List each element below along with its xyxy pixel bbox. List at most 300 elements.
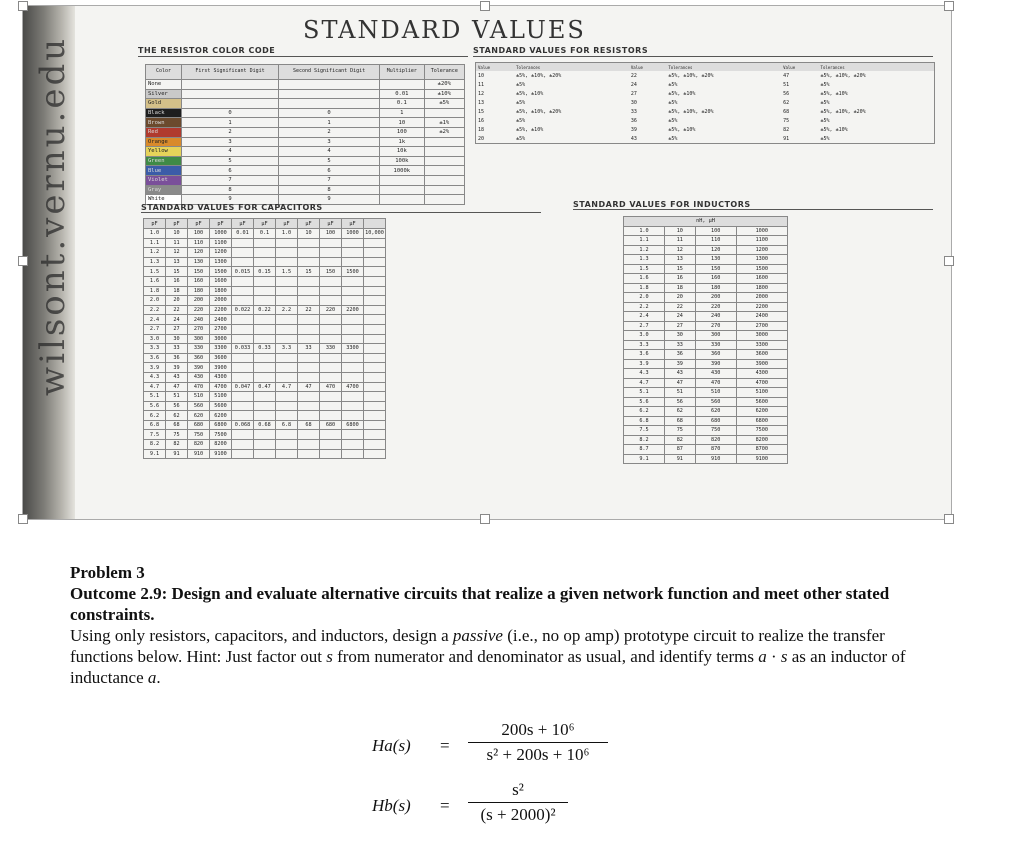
table-row xyxy=(624,321,788,331)
table-cell: 1000 xyxy=(342,229,364,239)
table-row xyxy=(146,185,465,195)
table-row xyxy=(144,315,386,325)
table-row xyxy=(146,99,465,109)
outcome-text: Outcome 2.9: Design and evaluate alternative circuits that realize a given network function and meet other stated constraints. xyxy=(70,584,890,624)
table-cell: 0.33 xyxy=(254,344,276,354)
table-row xyxy=(144,286,386,296)
table-cell: 1200 xyxy=(736,245,787,255)
table-row xyxy=(624,255,788,265)
table-cell: 910 xyxy=(695,454,736,464)
resistor-values-table xyxy=(475,62,935,144)
table-cell: 2.7 xyxy=(624,321,665,331)
table-cell: ±1% xyxy=(424,118,464,128)
table-row xyxy=(146,137,465,147)
table-cell xyxy=(232,238,254,248)
table-cell: 47 xyxy=(298,382,320,392)
table-cell xyxy=(276,248,298,258)
table-cell xyxy=(298,392,320,402)
table-cell: 6200 xyxy=(736,407,787,417)
table-cell xyxy=(424,166,464,176)
table-cell xyxy=(342,276,364,286)
table-cell xyxy=(276,286,298,296)
table-cell xyxy=(342,353,364,363)
table-cell xyxy=(380,195,424,205)
table-cell xyxy=(364,276,386,286)
table-cell: 13 xyxy=(478,99,485,106)
table-cell: 2200 xyxy=(210,305,232,315)
table-cell xyxy=(254,430,276,440)
resize-handle-bottom[interactable] xyxy=(480,514,490,524)
table-cell: 27 xyxy=(665,321,696,331)
resize-handle-right[interactable] xyxy=(944,256,954,266)
table-cell: 27 xyxy=(166,324,188,334)
table-cell: 5.1 xyxy=(144,392,166,402)
table-cell: 11 xyxy=(665,236,696,246)
table-cell: 20 xyxy=(166,296,188,306)
table-cell xyxy=(364,353,386,363)
table-row xyxy=(146,118,465,128)
table-cell: 12 xyxy=(665,245,696,255)
table-cell: 4.7 xyxy=(144,382,166,392)
column-header: μF xyxy=(342,219,364,229)
table-cell: 360 xyxy=(695,350,736,360)
table-cell xyxy=(276,353,298,363)
table-cell: 1000k xyxy=(380,166,424,176)
table-cell: 0.1 xyxy=(380,99,424,109)
table-cell: 470 xyxy=(695,378,736,388)
table-cell: 2 xyxy=(182,127,279,137)
divider xyxy=(573,209,933,210)
table-cell: 360 xyxy=(188,353,210,363)
table-cell: 91 xyxy=(166,449,188,459)
table-row xyxy=(624,407,788,417)
table-cell: 15 xyxy=(478,108,485,115)
table-cell: ±10% xyxy=(424,89,464,99)
table-cell: 5100 xyxy=(736,388,787,398)
table-cell: 3600 xyxy=(210,353,232,363)
table-cell: 47 xyxy=(783,72,790,79)
standard-values-photo xyxy=(22,5,952,520)
column-header: Tolerances xyxy=(666,63,781,72)
table-cell xyxy=(279,99,380,109)
table-cell xyxy=(342,315,364,325)
column-header: μF xyxy=(298,219,320,229)
table-cell xyxy=(254,276,276,286)
table-cell: 10 xyxy=(166,229,188,239)
fraction-bar xyxy=(468,802,568,803)
table-row xyxy=(624,416,788,426)
table-cell: 1.5 xyxy=(624,264,665,274)
table-cell xyxy=(298,353,320,363)
table-row xyxy=(146,89,465,99)
table-cell xyxy=(364,238,386,248)
table-cell: 9.1 xyxy=(624,454,665,464)
table-cell: 150 xyxy=(320,267,342,277)
table-cell xyxy=(232,296,254,306)
table-row xyxy=(144,296,386,306)
table-cell xyxy=(364,344,386,354)
eq-hb-lhs: Hb(s) xyxy=(372,796,411,815)
table-cell: ±5%, ±10% xyxy=(516,90,544,97)
table-cell xyxy=(320,286,342,296)
table-cell: 5600 xyxy=(736,397,787,407)
table-cell: 4.3 xyxy=(624,369,665,379)
table-cell xyxy=(320,449,342,459)
table-cell xyxy=(298,430,320,440)
table-cell: ±2% xyxy=(424,127,464,137)
table-cell xyxy=(364,430,386,440)
resistor-color-code-table xyxy=(145,64,465,205)
table-cell: 8 xyxy=(182,185,279,195)
table-cell: 1.5 xyxy=(276,267,298,277)
eq-hb-equals: = xyxy=(440,796,450,815)
table-cell xyxy=(232,324,254,334)
table-cell: 220 xyxy=(695,302,736,312)
table-cell xyxy=(320,315,342,325)
table-cell: 16 xyxy=(478,117,485,124)
color-name-cell: Gold xyxy=(146,99,182,109)
table-cell xyxy=(276,276,298,286)
table-cell: 36 xyxy=(665,350,696,360)
table-cell xyxy=(276,440,298,450)
table-cell: 0 xyxy=(182,108,279,118)
table-cell: 0.47 xyxy=(254,382,276,392)
column-header: Value xyxy=(781,63,818,72)
capacitor-values-title: STANDARD VALUES FOR CAPACITORS xyxy=(141,203,323,212)
table-cell: 1.8 xyxy=(624,283,665,293)
table-cell: 62 xyxy=(783,99,790,106)
table-cell: 8700 xyxy=(736,445,787,455)
column-header: nH, μH xyxy=(624,217,788,227)
table-cell xyxy=(276,372,298,382)
column-header: pF xyxy=(210,219,232,229)
table-cell xyxy=(254,257,276,267)
eq-hb-fraction xyxy=(468,780,568,825)
table-row xyxy=(144,411,386,421)
table-cell xyxy=(276,257,298,267)
table-row xyxy=(624,397,788,407)
table-cell: 1.3 xyxy=(624,255,665,265)
column-header: Second Significant Digit xyxy=(279,65,380,80)
table-row xyxy=(144,363,386,373)
table-cell: 2.2 xyxy=(624,302,665,312)
table-cell xyxy=(254,372,276,382)
table-cell xyxy=(320,276,342,286)
table-cell: 2.7 xyxy=(144,324,166,334)
table-cell: 0.015 xyxy=(232,267,254,277)
table-cell: 330 xyxy=(695,340,736,350)
column-header: Color xyxy=(146,65,182,80)
table-cell: 3000 xyxy=(210,334,232,344)
table-cell: 51 xyxy=(166,392,188,402)
table-cell xyxy=(424,108,464,118)
table-cell: 160 xyxy=(695,274,736,284)
table-row xyxy=(624,312,788,322)
table-cell xyxy=(298,276,320,286)
table-cell xyxy=(298,401,320,411)
table-cell: 750 xyxy=(695,426,736,436)
table-cell: 30 xyxy=(166,334,188,344)
table-cell: ±5% xyxy=(516,99,526,106)
table-cell xyxy=(320,248,342,258)
table-cell: 1100 xyxy=(210,238,232,248)
column-header: Tolerances xyxy=(514,63,629,72)
table-cell: 620 xyxy=(188,411,210,421)
table-row xyxy=(146,175,465,185)
table-cell: 91 xyxy=(665,454,696,464)
table-cell xyxy=(298,315,320,325)
table-cell: 20 xyxy=(665,293,696,303)
table-cell: ±5%, ±10%, ±20% xyxy=(516,108,562,115)
table-cell: ±5%, ±10%, ±20% xyxy=(516,72,562,79)
table-cell: ±5% xyxy=(668,135,678,142)
table-row xyxy=(624,426,788,436)
table-cell: 2700 xyxy=(736,321,787,331)
table-cell: 68 xyxy=(166,420,188,430)
table-cell: 2400 xyxy=(210,315,232,325)
table-cell: 510 xyxy=(188,392,210,402)
table-cell: 9100 xyxy=(210,449,232,459)
table-cell xyxy=(276,315,298,325)
color-name-cell: Gray xyxy=(146,185,182,195)
resize-handle-bottom-left[interactable] xyxy=(18,514,28,524)
table-cell xyxy=(364,257,386,267)
table-cell: 82 xyxy=(783,126,790,133)
table-cell xyxy=(342,363,364,373)
table-row xyxy=(144,449,386,459)
problem-body: Using only resistors, capacitors, and inductors, design a passive (i.e., no op amp) prototype circuit to realize the transfer functions below. Hint: Just factor out s from numerator and denominator as usual, and identify terms a · s as an inductor of inductance a. xyxy=(70,626,906,687)
table-cell: 220 xyxy=(188,305,210,315)
color-name-cell: Silver xyxy=(146,89,182,99)
table-cell xyxy=(232,372,254,382)
table-cell xyxy=(232,440,254,450)
table-cell: 75 xyxy=(665,426,696,436)
table-cell: 100k xyxy=(380,156,424,166)
table-cell xyxy=(342,449,364,459)
column-header: pF xyxy=(188,219,210,229)
table-cell: 820 xyxy=(695,435,736,445)
table-cell: 43 xyxy=(630,135,637,142)
table-cell xyxy=(276,363,298,373)
table-cell: ±5% xyxy=(668,99,678,106)
table-cell: 3.0 xyxy=(144,334,166,344)
table-cell: 0.68 xyxy=(254,420,276,430)
table-row xyxy=(624,359,788,369)
table-cell: 39 xyxy=(630,126,637,133)
table-cell: 0.033 xyxy=(232,344,254,354)
table-cell: 3600 xyxy=(736,350,787,360)
table-cell xyxy=(320,296,342,306)
table-cell: 1300 xyxy=(736,255,787,265)
table-cell xyxy=(298,248,320,258)
table-cell: 4300 xyxy=(736,369,787,379)
table-cell: ±5% xyxy=(820,81,830,88)
table-cell: 10 xyxy=(380,118,424,128)
capacitor-values-table xyxy=(143,218,386,459)
table-cell: 1.0 xyxy=(624,226,665,236)
table-cell: 1.6 xyxy=(144,276,166,286)
resize-handle-top-right[interactable] xyxy=(944,1,954,11)
table-row xyxy=(144,420,386,430)
table-cell xyxy=(232,315,254,325)
table-cell: 1k xyxy=(380,137,424,147)
table-cell: 270 xyxy=(188,324,210,334)
table-cell xyxy=(320,353,342,363)
table-cell: 47 xyxy=(665,378,696,388)
table-cell: 240 xyxy=(695,312,736,322)
table-cell: 3300 xyxy=(210,344,232,354)
column-header: pF xyxy=(144,219,166,229)
table-row xyxy=(144,238,386,248)
table-cell: 4 xyxy=(182,147,279,157)
table-cell: 3300 xyxy=(736,340,787,350)
table-cell: 1.5 xyxy=(144,267,166,277)
table-cell: 200 xyxy=(695,293,736,303)
table-row xyxy=(624,369,788,379)
table-cell: 3.9 xyxy=(624,359,665,369)
table-cell xyxy=(364,372,386,382)
table-cell: 3.3 xyxy=(276,344,298,354)
table-cell: 20 xyxy=(478,135,485,142)
table-cell xyxy=(232,449,254,459)
table-cell: 680 xyxy=(320,420,342,430)
table-cell: 1300 xyxy=(210,257,232,267)
color-name-cell: Red xyxy=(146,127,182,137)
eq-hb-denominator: (s + 2000)² xyxy=(480,805,556,824)
table-cell: 1 xyxy=(380,108,424,118)
table-cell: 6.2 xyxy=(144,411,166,421)
table-cell xyxy=(254,238,276,248)
table-cell: 8200 xyxy=(210,440,232,450)
table-cell xyxy=(254,411,276,421)
table-cell: 3 xyxy=(182,137,279,147)
table-cell xyxy=(364,315,386,325)
table-cell: 910 xyxy=(188,449,210,459)
table-cell: 8.7 xyxy=(624,445,665,455)
table-cell: 1.2 xyxy=(144,248,166,258)
inductor-values-title: STANDARD VALUES FOR INDUCTORS xyxy=(573,200,751,209)
table-cell: 0.22 xyxy=(254,305,276,315)
eq-ha-lhs: Ha(s) xyxy=(372,736,411,755)
table-cell: 4.7 xyxy=(624,378,665,388)
table-cell: 12 xyxy=(478,90,485,97)
eq-ha-fraction xyxy=(468,720,608,765)
table-cell: 750 xyxy=(188,430,210,440)
color-name-cell: Yellow xyxy=(146,147,182,157)
table-cell xyxy=(182,80,279,90)
table-cell xyxy=(276,324,298,334)
table-row xyxy=(624,340,788,350)
table-cell: 51 xyxy=(665,388,696,398)
table-row xyxy=(624,283,788,293)
table-cell xyxy=(380,175,424,185)
table-row xyxy=(144,267,386,277)
table-cell xyxy=(320,401,342,411)
table-cell: 1600 xyxy=(736,274,787,284)
table-cell: 6800 xyxy=(736,416,787,426)
eq-ha-numerator: 200s + 10⁶ xyxy=(501,720,575,739)
table-cell: ±5% xyxy=(820,117,830,124)
table-cell: 5.6 xyxy=(144,401,166,411)
table-cell: 1 xyxy=(182,118,279,128)
table-cell xyxy=(276,411,298,421)
table-cell: 6 xyxy=(279,166,380,176)
table-row xyxy=(476,98,935,107)
table-cell: ±5%, ±10% xyxy=(820,90,848,97)
table-cell xyxy=(182,89,279,99)
table-cell: 3.9 xyxy=(144,363,166,373)
table-cell: ±5% xyxy=(424,99,464,109)
table-cell: 36 xyxy=(166,353,188,363)
table-cell: 24 xyxy=(166,315,188,325)
problem-statement xyxy=(70,562,930,688)
table-cell: 870 xyxy=(695,445,736,455)
table-cell xyxy=(364,334,386,344)
resize-handle-left[interactable] xyxy=(18,256,28,266)
table-cell: 7.5 xyxy=(624,426,665,436)
table-cell: 82 xyxy=(665,435,696,445)
table-cell xyxy=(254,324,276,334)
column-header: μF xyxy=(232,219,254,229)
table-cell xyxy=(364,363,386,373)
handwritten-note: wilsont.vernu.edu xyxy=(33,35,73,396)
resize-handle-top-left[interactable] xyxy=(18,1,28,11)
table-cell: 510 xyxy=(695,388,736,398)
resize-handle-top[interactable] xyxy=(480,1,490,11)
table-cell: 1.0 xyxy=(144,229,166,239)
table-cell xyxy=(380,80,424,90)
table-cell xyxy=(380,185,424,195)
table-cell: 1800 xyxy=(210,286,232,296)
resize-handle-bottom-right[interactable] xyxy=(944,514,954,524)
table-cell: 16 xyxy=(665,274,696,284)
table-row xyxy=(476,89,935,98)
table-cell: 3.3 xyxy=(144,344,166,354)
table-cell xyxy=(254,401,276,411)
table-cell: 6.8 xyxy=(624,416,665,426)
table-cell: 30 xyxy=(665,331,696,341)
divider xyxy=(141,212,541,213)
table-cell xyxy=(364,411,386,421)
table-cell xyxy=(232,353,254,363)
table-cell: 6800 xyxy=(342,420,364,430)
table-cell: 300 xyxy=(695,331,736,341)
table-cell: ±5% xyxy=(668,81,678,88)
table-cell: 3000 xyxy=(736,331,787,341)
table-cell xyxy=(342,334,364,344)
table-cell: 82 xyxy=(166,440,188,450)
table-cell: 22 xyxy=(166,305,188,315)
table-cell: 430 xyxy=(188,372,210,382)
table-cell: 68 xyxy=(665,416,696,426)
table-cell: 220 xyxy=(320,305,342,315)
table-cell: 75 xyxy=(783,117,790,124)
table-cell: ±20% xyxy=(424,80,464,90)
table-row xyxy=(624,236,788,246)
table-cell: 180 xyxy=(695,283,736,293)
table-cell: 130 xyxy=(695,255,736,265)
column-header: μF xyxy=(276,219,298,229)
table-cell: 1.3 xyxy=(144,257,166,267)
column-header: pF xyxy=(166,219,188,229)
table-row xyxy=(144,276,386,286)
table-cell: 0.01 xyxy=(380,89,424,99)
table-cell: 51 xyxy=(783,81,790,88)
table-cell: 3300 xyxy=(342,344,364,354)
table-row xyxy=(624,454,788,464)
table-cell: ±5%, ±10% xyxy=(516,126,544,133)
table-cell xyxy=(276,296,298,306)
